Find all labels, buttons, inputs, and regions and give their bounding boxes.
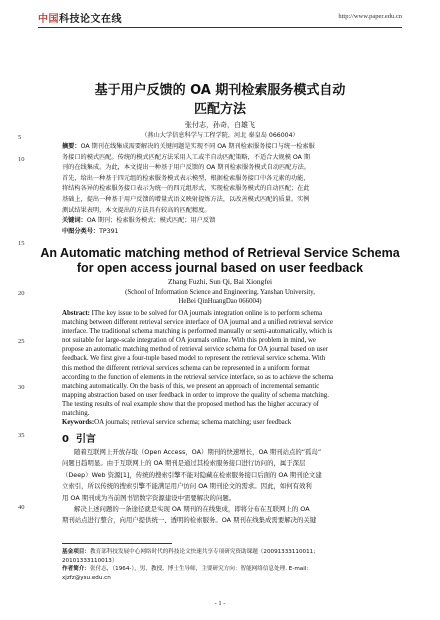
abstract-en xyxy=(62,309,380,427)
line-number: 15 xyxy=(18,240,25,247)
page-number: - 1 - xyxy=(214,600,226,607)
abstract-cn-line: 测试结果表明，本文提出的方法具有较高的匹配精度。 xyxy=(62,206,211,214)
abstract-cn-line: 首先，给出一种基于四元组的检索服务模式表示模型，根据检索服务接口中各元素的功能， xyxy=(62,174,310,182)
abstract-en-line: matching automatically. On the basis of this, we present an approach of incremental semantic xyxy=(62,382,320,390)
line-number: 30 xyxy=(18,384,25,391)
title-cn-line2: 匹配方法 xyxy=(193,102,246,117)
abstract-cn-line: 刊的在线集成。为此，本文提出一种基于用户反馈的 OA 期刊检索服务模式自动匹配方法。 xyxy=(62,164,311,172)
title-en-line1: An Automatic matching method of Retrieval Service Schema xyxy=(40,246,400,260)
authors-en: Zhang Fuzhi, Sun Qi, Bai Xiongfei xyxy=(167,277,273,286)
line-number: 5 xyxy=(18,134,22,141)
title-cn-line1: 基于用户反馈的 OA 期刊检索服务模式自动 xyxy=(94,83,346,98)
site-logo: 中国科技论文在线 xyxy=(38,14,122,25)
body-line: 用 OA 期刊成为当前图书馆数字资源建设中需要解决的问题。 xyxy=(62,493,236,502)
author-email[interactable]: xjzfz@ysu.edu.cn xyxy=(62,574,111,581)
abstract-cn-line: 摘要：OA 期刊在线集成需要解决的关键问题是实现不同 OA 期刊检索服务接口与统一检索服 xyxy=(62,143,315,150)
abstract-en-line: Abstract: IThe key issue to be solved for OA journals integration online is to perform schema xyxy=(62,310,323,317)
site-url[interactable]: http://www.paper.edu.cn xyxy=(338,13,402,20)
line-number: 40 xyxy=(18,504,25,511)
line-number: 25 xyxy=(18,338,25,345)
keywords-en: Keywords:OA journals; retrieval service schema; schema matching; user feedback xyxy=(62,419,292,427)
abstract-cn-line: 基础上，提出一种基于用户反馈的增量式语义映射提炼方法，以改善模式匹配的质量。实例 xyxy=(62,195,310,203)
affiliation-en: (School of Information Science and Engineering, Yanshan University, HeBei QinHuangDao 066004) xyxy=(125,289,315,305)
body-line: 解决上述问题的一条途径就是实现 OA 期刊的在线集成，即将分布在互联网上的 OA xyxy=(74,505,310,514)
author-note: 作者简介：张付志，（1964-），男，教授，博士生导师，主要研究方向：智能网络信息处理. E-mail: xyxy=(62,566,309,573)
body-line: 立索引，所以传统的搜索引擎不能满足用户访问 OA 期刊论文的需求。因此，如何有效利 xyxy=(62,482,312,491)
title-en-line2: for open access journal based on user feedback xyxy=(76,261,364,275)
abstract-cn-label: 摘要： xyxy=(62,143,81,150)
footnote-divider xyxy=(62,543,172,544)
abstract-en-line: not suitable for large-scale integration of OA journals online. With this problem in mind, we xyxy=(62,337,316,345)
footnotes: 基金项目：教育部科技发展中心网络时代的科技论文快速共享专项研究资助课题（20091333110011； 20101333110013） 作者简介：张付志，（1964-），男，教授，博士生导师，主要研究方向：智能网络信息处理. E-mail: xjzfz@ysu.edu.cn xyxy=(62,548,380,582)
body-line: 问题日趋明显。由于互联网上的 OA 期刊是通过其检索服务接口进行访问的，属于深层 xyxy=(62,459,306,468)
abstract-en-line: matching. xyxy=(62,410,90,418)
abstract-en-line: feedback. We first give a four-tuple based model to represent the retrieval service schema. With xyxy=(62,355,326,363)
body-text xyxy=(62,447,380,527)
abstract-en-line: according to the function of elements in the retrieval service interface, so as to achieve the schema xyxy=(62,373,334,381)
section-heading: 0 引言 xyxy=(62,434,96,445)
abstract-cn xyxy=(62,142,382,237)
affiliation-cn: （燕山大学信息科学与工程学院，河北 秦皇岛 066004） xyxy=(141,132,299,139)
abstract-en-line: mapping abstraction based on user feedback in order to improve the quality of schema matching. xyxy=(62,391,329,399)
line-number: 20 xyxy=(18,290,25,297)
body-line: 期刊站点进行整合，向用户提供统一、透明的检索服务。OA 期刊在线集成需要解决的关键 xyxy=(62,516,317,525)
abstract-cn-line: 将结构各异的检索服务接口表示为统一的四元组形式，实现检索服务模式的自动匹配；在此 xyxy=(62,185,310,193)
header-divider xyxy=(38,27,402,28)
authors-cn: 张付志，孙奇，白雄飞 xyxy=(185,121,255,129)
body-line: （Deep）Web 资源[1]，传统的搜索引擎不能对隐藏在检索服务接口后面的 OA 期刊论文建 xyxy=(62,470,322,479)
abstract-en-line: matching between different retrieval service interface of OA journal and a unified retrieval service xyxy=(62,319,333,327)
abstract-en-label: Abstract: xyxy=(62,310,90,317)
body-line: 随着互联网上开放存取（Open Access，OA）期刊的快速增长，OA 期刊站点的“孤岛” xyxy=(74,448,322,456)
keywords-cn: 关键词：OA 期刊；检索服务模式；模式匹配；用户反馈 xyxy=(62,217,216,225)
abstract-cn-line: 务接口的模式匹配。传统的模式匹配方法采用人工或半自动匹配策略，不适合大规模 OA 期 xyxy=(62,153,311,161)
abstract-en-line: interface. The traditional schema matching is performed manually or semi-automatically, which is xyxy=(62,328,333,336)
line-number: 35 xyxy=(18,432,25,439)
line-number: 10 xyxy=(18,156,25,163)
clc-cn: 中图分类号：TP391 xyxy=(62,227,119,235)
abstract-en-line: The testing results of real example show that the proposed method has the higher accuracy of xyxy=(62,400,319,408)
abstract-en-line: propose an automatic matching method of retrieval service schema for OA journal based on user xyxy=(62,346,328,354)
fund-note: 基金项目：教育部科技发展中心网络时代的科技论文快速共享专项研究资助课题（20091333110011； xyxy=(62,549,319,555)
abstract-en-line: this method the different retrieval services schema can be represented in a uniform format xyxy=(62,364,310,372)
